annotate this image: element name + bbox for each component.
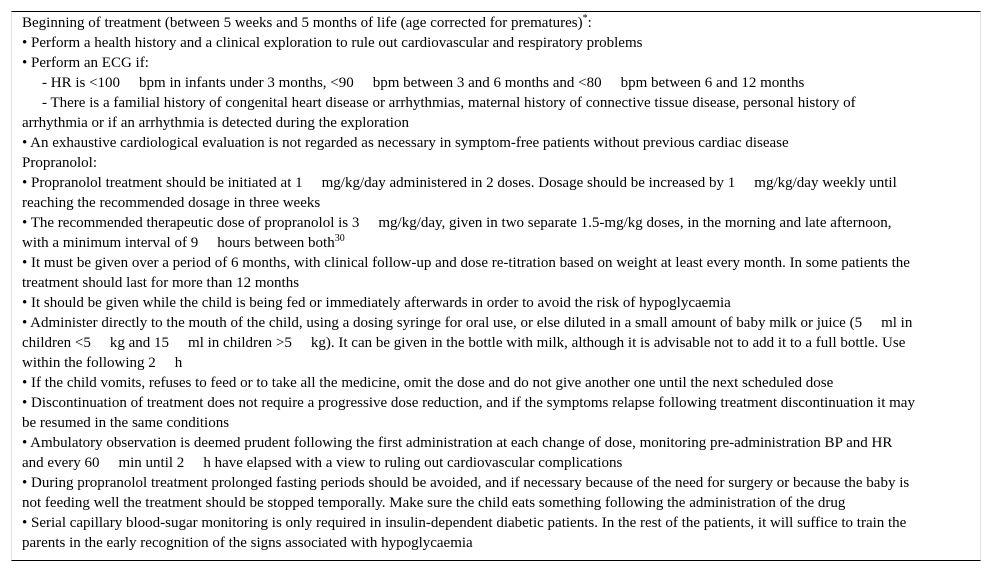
- list-item-glucose: • Serial capillary blood-sugar monitoring is only required in insulin-dependent diabetic patients. In the rest of the patients, it will suffice to train the: [22, 515, 907, 531]
- list-item: • An exhaustive cardiological evaluation is not regarded as necessary in symptom-free patients without previous cardiac disease: [22, 135, 789, 151]
- footnote-marker: *: [582, 13, 588, 24]
- list-item-fasting-cont: not feeding well the treatment should be stopped temporally. Make sure the child eats something following the administration of the drug: [22, 495, 846, 511]
- sub-item-hr: - HR is <100 bpm in infants under 3 months, <90 bpm between 3 and 6 months and <80 bpm between 6 and 12 months: [42, 75, 805, 91]
- list-item-dose: • The recommended therapeutic dose of propranolol is 3 mg/kg/day, given in two separate 1.5-mg/kg doses, in the morning and late afternoon,: [22, 215, 892, 231]
- list-item-ambulatory: • Ambulatory observation is deemed prudent following the first administration at each change of dose, monitoring pre-administration BP and HR: [22, 435, 893, 451]
- list-item-initiation: • Propranolol treatment should be initiated at 1 mg/kg/day administered in 2 doses. Dosage should be increased by 1 mg/kg/day weekly until: [22, 175, 897, 191]
- heading-propranolol: Propranolol:: [22, 155, 97, 171]
- table-cell: [22, 13, 967, 553]
- list-item-ambulatory-cont: and every 60 min until 2 h have elapsed with a view to ruling out cardiovascular complications: [22, 455, 623, 471]
- list-item-discontinuation-cont: be resumed in the same conditions: [22, 415, 230, 431]
- list-item-duration-cont: treatment should last for more than 12 months: [22, 275, 300, 291]
- list-item-discontinuation: • Discontinuation of treatment does not require a progressive dose reduction, and if the symptoms relapse following treatment discontinuation it may: [22, 395, 915, 411]
- list-item-administer: • Administer directly to the mouth of the child, using a dosing syringe for oral use, or else diluted in a small amount of baby milk or juice (5 ml in: [22, 315, 913, 331]
- sub-item-familial-cont: arrhythmia or if an arrhythmia is detected during the exploration: [22, 115, 409, 131]
- list-item-initiation-cont: reaching the recommended dosage in three weeks: [22, 195, 321, 211]
- list-item-fasting: • During propranolol treatment prolonged fasting periods should be avoided, and if necessary because of the need for surgery or because the baby is: [22, 475, 910, 491]
- list-item: • It should be given while the child is being fed or immediately afterwards in order to avoid the risk of hypoglycaemia: [22, 295, 731, 311]
- list-item-glucose-cont: parents in the early recognition of the signs associated with hypoglycaemia: [22, 535, 473, 551]
- list-item-duration: • It must be given over a period of 6 months, with clinical follow-up and dose re-titration based on weight at least every month. In some patients the: [22, 255, 910, 271]
- reference-marker: 30: [334, 233, 345, 244]
- recommendations-table: [11, 11, 981, 561]
- list-item-dose-cont: with a minimum interval of 9 hours between both$^{30}$: [22, 233, 345, 251]
- list-item: • Perform an ECG if:: [22, 55, 149, 71]
- list-item-administer-cont: children <5 kg and 15 ml in children >5 kg). It can be given in the bottle with milk, although it is advisable not to add it to a full bottle. Use: [22, 335, 906, 351]
- list-item-administer-cont: within the following 2 h: [22, 355, 183, 371]
- list-item: • Perform a health history and a clinical exploration to rule out cardiovascular and respiratory problems: [22, 35, 643, 51]
- list-item: • If the child vomits, refuses to feed or to take all the medicine, omit the dose and do not give another one until the next scheduled dose: [22, 375, 834, 391]
- sub-item-familial: - There is a familial history of congenital heart disease or arrhythmias, maternal history of connective tissue disease, personal history of: [42, 95, 856, 111]
- heading-beginning: Beginning of treatment (between 5 weeks and 5 months of life (age corrected for prematures)*:: [22, 13, 592, 31]
